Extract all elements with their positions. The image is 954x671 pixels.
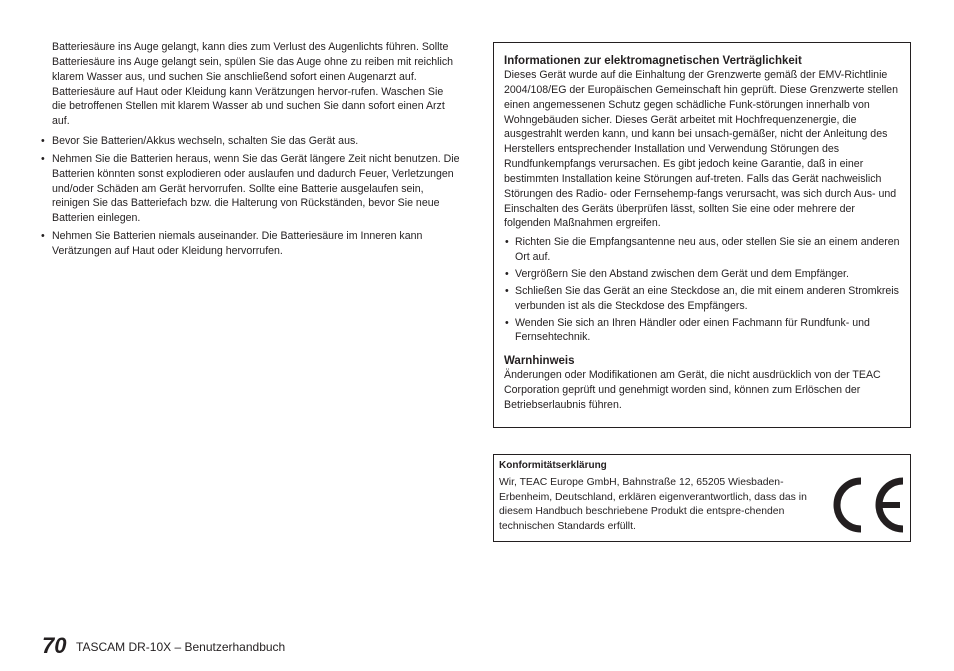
bullet-icon: •: [41, 230, 45, 243]
conformity-heading: Konformitätserklärung: [499, 460, 607, 471]
bullet-icon: •: [41, 152, 45, 165]
warning-heading: Warnhinweis: [504, 355, 575, 368]
list-item: • Wenden Sie sich an Ihren Händler oder einen Fachmann für Rundfunk- und Fernsehtechnik.: [505, 316, 870, 344]
manual-title: TASCAM DR-10X – Benutzerhandbuch: [76, 640, 286, 654]
list-item: • Richten Sie die Empfangsantenne neu aus, oder stellen Sie sie an einem anderen Ort auf.: [505, 236, 900, 264]
emv-heading: Informationen zur elektromagnetischen Verträglichkeit: [504, 55, 802, 67]
bullet-icon: •: [505, 284, 509, 297]
list-item: • Schließen Sie das Gerät an eine Steckdose an, die mit einem anderen Stromkreis verbunden ist als die Steckdose des Empfängers.: [505, 284, 899, 312]
emv-text: Dieses Gerät wurde auf die Einhaltung der Grenzwerte gemäß der EMV-Richtlinie 2004/108/EG der Europäischen Gemeinschaft hin geprüft. Diese Grenzwerte stellen einen angemessenen Schutz gegen schädliche Funk-störungen innerhalb von Wohngebäuden sicher. Dieses Gerät arbeitet mit Hochfrequenzenergie, die ausgestrahlt werden kann, und kann bei unsach-gemäßer, nicht der Anleitung des Herstellers entsprechender Installation und Verwendung Störungen des Rundfunkempfangs verursachen. Es gibt jedoch keine Garantie, daß in einer bestimmten Installation keine Störungen auf-treten. Falls das Gerät nachweislich Störungen des Radio- oder Fernsehemp-fangs verursacht, was sich durch Aus- und Einschalten des Geräts überprüfen lässt, sollten Sie eine oder mehrere der folgenden Maßnahmen ergreifen.: [504, 69, 898, 230]
left-column: [40, 40, 460, 262]
list-item: • Bevor Sie Batterien/Akkus wechseln, schalten Sie das Gerät aus.: [41, 135, 359, 148]
list-item: • Vergrößern Sie den Abstand zwischen dem Gerät und dem Empfänger.: [505, 267, 849, 280]
list-item: • Nehmen Sie Batterien niemals auseinander. Die Batteriesäure im Inneren kann Verätzungen auf Haut oder Kleidung hervorrufen.: [41, 230, 423, 257]
emv-info-box: [493, 42, 911, 428]
emv-measures-list: [504, 235, 904, 345]
bullet-icon: •: [505, 267, 509, 280]
conformity-box: [493, 454, 911, 542]
warning-text: Änderungen oder Modifikationen am Gerät, die nicht ausdrücklich von der TEAC Corporation geprüft und genehmigt worden sind, können zum Erlöschen der Betriebserlaubnis führen.: [504, 369, 881, 411]
bullet-icon: •: [505, 316, 509, 329]
bullet-icon: •: [505, 236, 509, 249]
list-item: • Nehmen Sie die Batterien heraus, wenn Sie das Gerät längere Zeit nicht benutzen. Die Batterien könnten sonst explodieren oder auslaufen und dadurch Feuer, Verletzungen und/oder Schäden am Gerät hervorrufen. Sollte eine Batterie ausgelaufen sein, reinigen Sie das Batteriefach bzw. die Halterung von Rückständen, bevor Sie neue Batterien einlegen.: [41, 152, 460, 225]
bullet-icon: •: [41, 135, 45, 148]
battery-acid-warning-text: Batteriesäure ins Auge gelangt, kann dies zum Verlust des Augenlichts führen. Sollte Batteriesäure ins Auge gelangt sein, spülen Sie das Auge ohne zu reiben mit reichlich klarem Wasser aus, und suchen Sie anschließend sofort einen Augenarzt auf. Batteriesäure auf Haut oder Kleidung kann Verätzungen hervor-rufen. Waschen Sie die betroffenen Stellen mit klarem Wasser ab und suchen Sie dann sofort einen Arzt auf.: [52, 41, 454, 128]
page-number: 70: [42, 633, 67, 658]
ce-mark-icon: [827, 475, 909, 535]
conformity-text: Wir, TEAC Europe GmbH, Bahnstraße 12, 65205 Wiesbaden-Erbenheim, Deutschland, erklären eigenverantwortlich, dass das in diesem Handbuch beschriebene Produkt die entspre-chenden technischen Standards erfüllt.: [499, 477, 807, 533]
battery-safety-list: [40, 134, 460, 259]
